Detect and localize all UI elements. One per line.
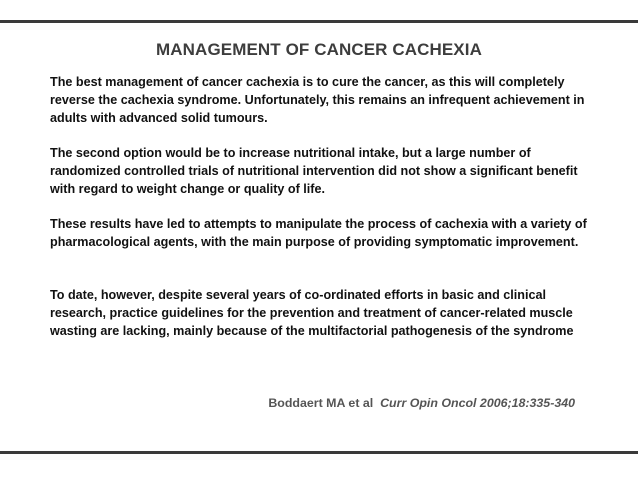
citation-authors: Boddaert MA et al — [268, 396, 374, 410]
citation — [268, 396, 575, 410]
paragraph-nutritional-intake: The second option would be to increase nutritional intake, but a large number of randomized controlled trials of nutritional intervention did not show a significant benefit with regard to weight change or quality of life. — [50, 146, 578, 196]
paragraph-best-management: The best management of cancer cachexia is to cure the cancer, as this will completely reverse the cachexia syndrome. Unfortunately, this remains an infrequent achievement in adults with advanced solid tumours. — [50, 75, 585, 125]
slide-title: MANAGEMENT OF CANCER CACHEXIA — [156, 40, 482, 59]
paragraph-pharmacological-agents: These results have led to attempts to manipulate the process of cachexia with a variety of pharmacological agents, with the main purpose of providing symptomatic improvement. — [50, 217, 587, 249]
paragraph-practice-guidelines: To date, however, despite several years of co-ordinated efforts in basic and clinical research, practice guidelines for the prevention and treatment of cancer-related muscle wasting are lacking, mainly because of the multifactorial pathogenesis of the syndrome — [50, 288, 574, 338]
citation-journal: Curr Opin Oncol 2006;18:335-340 — [380, 396, 575, 410]
